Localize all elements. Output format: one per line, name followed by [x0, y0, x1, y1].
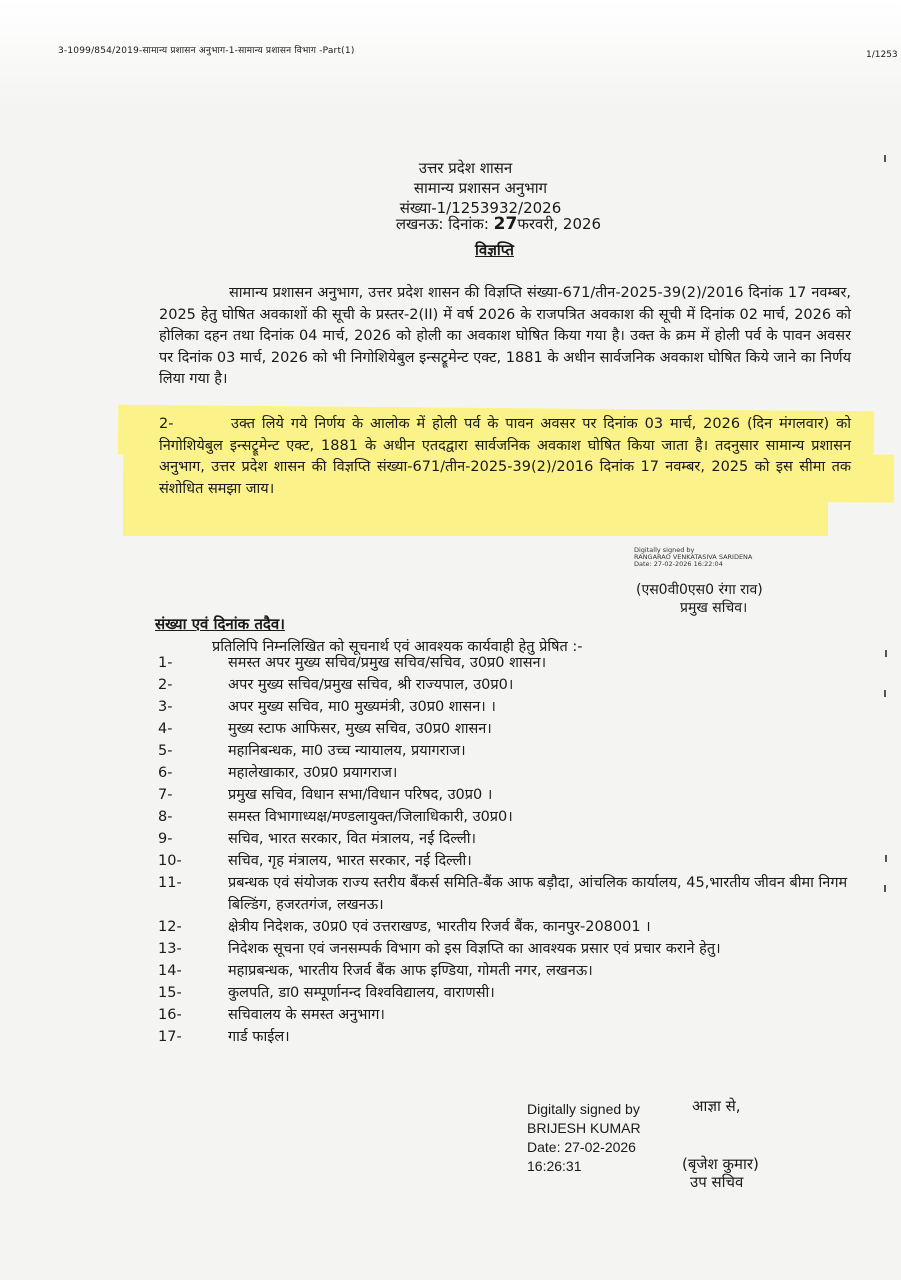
- date-prefix: लखनऊ: दिनांक:: [395, 215, 489, 233]
- digital-signature-1: Digitally signed by RANGARAO VENKATASIVA SARIDENA Date: 27-02-2026 16:22:04: [634, 546, 753, 568]
- notice-paragraph-2: [159, 414, 851, 500]
- distribution-item-number: 2-: [158, 677, 173, 693]
- distribution-item: [158, 762, 858, 784]
- margin-speck: [885, 855, 887, 862]
- distribution-item: [158, 982, 858, 1004]
- signatory-1-name: (एस0वी0एस0 रंगा राव): [636, 582, 763, 598]
- distribution-item: [158, 850, 858, 872]
- signatory-1-designation: प्रमुख सचिव।: [680, 600, 748, 616]
- sankhya-heading: संख्या एवं दिनांक तदैव।: [155, 615, 285, 633]
- distribution-item-number: 13-: [158, 941, 182, 957]
- distribution-item: [158, 784, 858, 806]
- distribution-item-text: गार्ड फाईल।: [228, 1029, 290, 1045]
- distribution-item-text: सचिव, भारत सरकार, वित मंत्रालय, नई दिल्ली।: [228, 831, 477, 847]
- distribution-item-number: 15-: [158, 985, 182, 1001]
- highlight-band-3: [123, 494, 828, 536]
- distribution-item-text: कुलपति, डा0 सम्पूर्णानन्द विश्वविद्यालय, वाराणसी।: [228, 985, 495, 1001]
- distribution-item: [158, 696, 858, 718]
- distribution-item: [158, 1026, 858, 1048]
- distribution-list: [158, 652, 858, 1048]
- distribution-item-number: 1-: [158, 655, 173, 671]
- notice-title: विज्ञप्ति: [475, 241, 514, 259]
- distribution-item: [158, 806, 858, 828]
- distribution-item: [158, 740, 858, 762]
- distribution-item: [158, 1004, 858, 1026]
- notice-paragraph-1: सामान्य प्रशासन अनुभाग, उत्तर प्रदेश शासन की विज्ञप्ति संख्या-671/तीन-2025-39(2)/2016 दिनांक 17 नवम्बर, 2025 हेतु घोषित अवकाशों की सूची के प्रस्तर-2(II) में वर्ष 2026 के राजपत्रित अवकाश की सूची में दिनांक 02 मार्च, 2026 को होलिका दहन तथा दिनांक 04 मार्च, 2026 को होली का अवकाश घोषित किया गया है। उक्त के क्रम में होली पर्व के पावन अवसर पर दिनांक 03 मार्च, 2026 को भी निगोशियेबुल इन्सट्रूमेन्ट एक्ट, 1881 के अधीन सार्वजनिक अवकाश घोषित किये जाने का निर्णय लिया गया है।: [159, 285, 851, 387]
- file-reference: 3-1099/854/2019-सामान्य प्रशासन अनुभाग-1-सामान्य प्रशासन विभाग -Part(1): [58, 46, 355, 56]
- distribution-item-text: निदेशक सूचना एवं जनसम्पर्क विभाग को इस विज्ञप्ति का आवश्यक प्रसार एवं प्रचार कराने हेतु।: [228, 941, 721, 957]
- distribution-item-text: अपर मुख्य सचिव, मा0 मुख्यमंत्री, उ0प्र0 शासन। ।: [228, 699, 496, 715]
- signatory-2-name: (बृजेश कुमार): [682, 1155, 759, 1173]
- paragraph-2-text: उक्त लिये गये निर्णय के आलोक में होली पर्व के पावन अवसर पर दिनांक 03 मार्च, 2026 (दिन मंगलवार) को निगोशियेबुल इन्सट्रूमेन्ट एक्ट, 1881 के अधीन एतदद्वारा सार्वजनिक अवकाश घोषित किया जाता है। तदनुसार सामान्य प्रशासन अनुभाग, उत्तर प्रदेश शासन की विज्ञप्ति संख्या-671/तीन-2025-39(2)/2016 दिनांक 17 नवम्बर, 2025 को इस सीमा तक संशोधित समझा जाय।: [159, 416, 851, 497]
- distribution-item-text: सचिवालय के समस्त अनुभाग।: [228, 1007, 385, 1023]
- document-number: संख्या-1/1253932/2026: [399, 199, 562, 217]
- distribution-item-text: प्रमुख सचिव, विधान सभा/विधान परिषद, उ0प्र0 ।: [228, 787, 493, 803]
- document-date: [48, 214, 901, 234]
- distribution-item: [158, 652, 858, 674]
- distribution-item-number: 6-: [158, 765, 173, 781]
- distribution-item-number: 7-: [158, 787, 173, 803]
- distribution-item: [158, 674, 858, 696]
- margin-speck: [885, 650, 887, 657]
- distribution-item: [158, 916, 858, 938]
- distribution-item: [158, 828, 858, 850]
- margin-speck: [884, 885, 886, 892]
- distribution-item-text: समस्त अपर मुख्य सचिव/प्रमुख सचिव/सचिव, उ0प्र0 शासन।: [228, 655, 547, 671]
- date-day-handwritten: 27: [493, 214, 518, 234]
- section-name: सामान्य प्रशासन अनुभाग: [413, 179, 548, 197]
- distribution-item-number: 12-: [158, 919, 182, 935]
- distribution-item-number: 9-: [158, 831, 173, 847]
- distribution-item-text: समस्त विभागाध्यक्ष/मण्डलायुक्त/जिलाधिकारी, उ0प्र0।: [228, 809, 513, 825]
- distribution-item-text: महानिबन्धक, मा0 उच्च न्यायालय, प्रयागराज।: [228, 743, 466, 759]
- by-order: आज्ञा से,: [692, 1097, 741, 1115]
- distribution-item-text: सचिव, गृह मंत्रालय, भारत सरकार, नई दिल्ली।: [228, 853, 472, 869]
- date-rest: फरवरी, 2026: [517, 215, 602, 233]
- distribution-item-number: 5-: [158, 743, 173, 759]
- distribution-item: [158, 872, 858, 916]
- distribution-item-number: 3-: [158, 699, 173, 715]
- copy-to-intro: प्रतिलिपि निम्नलिखित को सूचनार्थ एवं आवश्यक कार्यवाही हेतु प्रेषित :-: [212, 639, 583, 655]
- margin-speck: [884, 690, 886, 697]
- distribution-item-number: 17-: [158, 1029, 182, 1045]
- distribution-item: [158, 718, 858, 740]
- paragraph-2-number: 2-: [159, 416, 174, 432]
- distribution-item-text: क्षेत्रीय निदेशक, उ0प्र0 एवं उत्तराखण्ड, भारतीय रिजर्व बैंक, कानपुर-208001 ।: [228, 919, 651, 935]
- distribution-item-number: 4-: [158, 721, 173, 737]
- distribution-item-text: महाप्रबन्धक, भारतीय रिजर्व बैंक आफ इण्डिया, गोमती नगर, लखनऊ।: [228, 963, 593, 979]
- distribution-item-number: 16-: [158, 1007, 182, 1023]
- government-name: उत्तर प्रदेश शासन: [418, 159, 513, 177]
- distribution-item-text: मुख्य स्टाफ आफिसर, मुख्य सचिव, उ0प्र0 शासन।: [228, 721, 492, 737]
- distribution-item: [158, 960, 858, 982]
- distribution-item-number: 8-: [158, 809, 173, 825]
- distribution-item-number: 10-: [158, 853, 182, 869]
- signatory-2-designation: उप सचिव: [690, 1173, 744, 1191]
- distribution-item-text: अपर मुख्य सचिव/प्रमुख सचिव, श्री राज्यपाल, उ0प्र0।: [228, 677, 514, 693]
- distribution-item-text: प्रबन्धक एवं संयोजक राज्य स्तरीय बैंकर्स समिति-बैंक आफ बड़ौदा, आंचलिक कार्यालय, 45,भारतीय जीवन बीमा निगम बिल्डिंग, हजरतगंज, लखनऊ।: [228, 875, 848, 913]
- digital-signature-2: Digitally signed by BRIJESH KUMAR Date: 27-02-2026 16:26:31: [527, 1101, 641, 1174]
- distribution-item-number: 14-: [158, 963, 182, 979]
- distribution-item-number: 11-: [158, 875, 182, 891]
- page-reference: 1/1253: [866, 50, 898, 60]
- margin-speck: [884, 155, 886, 162]
- distribution-item: [158, 938, 858, 960]
- distribution-item-text: महालेखाकार, उ0प्र0 प्रयागराज।: [228, 765, 398, 781]
